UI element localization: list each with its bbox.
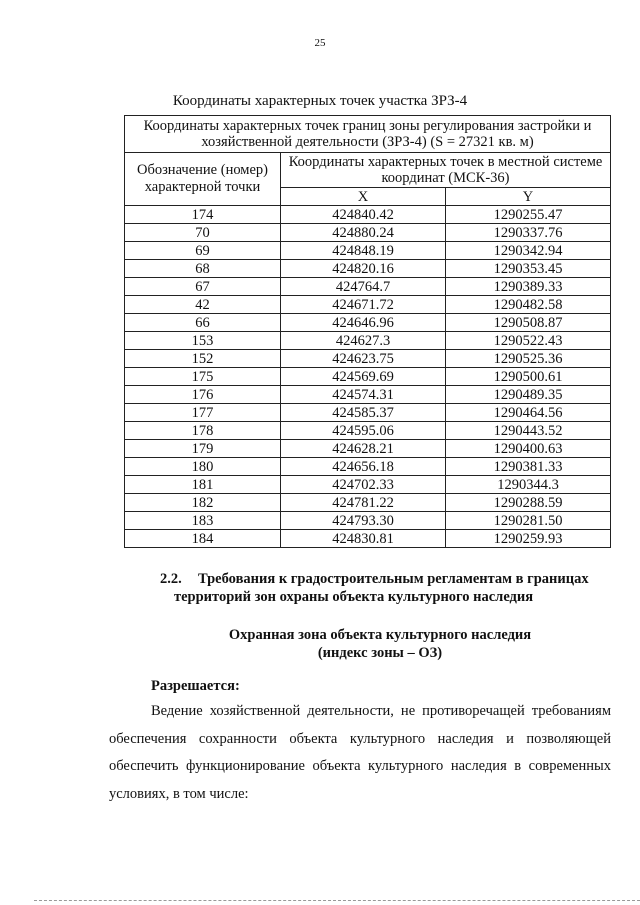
- cell-y: 1290400.63: [446, 440, 611, 458]
- page-bottom-line: [34, 900, 640, 901]
- cell-x: 424628.21: [281, 440, 446, 458]
- table-row: [125, 224, 611, 242]
- table-title: Координаты характерных точек участка ЗРЗ-4: [172, 93, 468, 109]
- cell-point-number: 69: [125, 242, 281, 260]
- section-title-line2: территорий зон охраны объекта культурного наследия: [174, 589, 534, 605]
- cell-point-number: 180: [125, 458, 281, 476]
- table-row: [125, 206, 611, 224]
- cell-x: 424820.16: [281, 260, 446, 278]
- cell-point-number: 66: [125, 314, 281, 332]
- allowed-label: Разрешается:: [151, 678, 240, 694]
- table-row: [125, 440, 611, 458]
- coordinates-table: [124, 115, 611, 548]
- cell-point-number: 176: [125, 386, 281, 404]
- cell-x: 424627.3: [281, 332, 446, 350]
- section-number: 2.2.: [160, 571, 182, 587]
- page-number: 25: [314, 37, 326, 49]
- table-row: [125, 332, 611, 350]
- cell-y: 1290353.45: [446, 260, 611, 278]
- cell-x: 424830.81: [281, 530, 446, 548]
- cell-x: 424764.7: [281, 278, 446, 296]
- cell-y: 1290381.33: [446, 458, 611, 476]
- table-header-main: Координаты характерных точек границ зоны регулирования застройки и хозяйственной деятельности (ЗРЗ-4) (S = 27321 кв. м): [125, 116, 611, 153]
- body-paragraph: [109, 698, 611, 808]
- table-row: [125, 260, 611, 278]
- table-row: [125, 530, 611, 548]
- cell-x: 424569.69: [281, 368, 446, 386]
- cell-y: 1290464.56: [446, 404, 611, 422]
- cell-y: 1290255.47: [446, 206, 611, 224]
- cell-point-number: 175: [125, 368, 281, 386]
- cell-point-number: 182: [125, 494, 281, 512]
- section-heading: [160, 570, 620, 606]
- cell-x: 424574.31: [281, 386, 446, 404]
- cell-point-number: 152: [125, 350, 281, 368]
- table-row: [125, 404, 611, 422]
- table-header-row: [125, 116, 611, 153]
- cell-y: 1290489.35: [446, 386, 611, 404]
- cell-x: 424646.96: [281, 314, 446, 332]
- table-row: [125, 512, 611, 530]
- zone-title-line1: Охранная зона объекта культурного наследия: [228, 627, 532, 643]
- table-row: [125, 494, 611, 512]
- cell-y: 1290288.59: [446, 494, 611, 512]
- table-row: [125, 476, 611, 494]
- cell-x: 424880.24: [281, 224, 446, 242]
- column-header-x: X: [281, 188, 446, 206]
- table-row: [125, 368, 611, 386]
- cell-y: 1290482.58: [446, 296, 611, 314]
- paragraph-text: Ведение хозяйственной деятельности, не противоречащей требованиям обеспечения сохранности объекта культурного наследия и позволяющей обеспечить функционирование объекта культурного наследия в современных условиях, в том числе:: [109, 703, 611, 802]
- cell-y: 1290344.3: [446, 476, 611, 494]
- cell-x: 424585.37: [281, 404, 446, 422]
- cell-y: 1290342.94: [446, 242, 611, 260]
- section-title-line1: Требования к градостроительным регламентам в границах: [198, 571, 589, 587]
- cell-x: 424793.30: [281, 512, 446, 530]
- cell-y: 1290389.33: [446, 278, 611, 296]
- cell-point-number: 42: [125, 296, 281, 314]
- cell-y: 1290508.87: [446, 314, 611, 332]
- cell-point-number: 67: [125, 278, 281, 296]
- column-header-point: Обозначение (номер) характерной точки: [125, 153, 281, 206]
- cell-x: 424702.33: [281, 476, 446, 494]
- table-row: [125, 386, 611, 404]
- cell-x: 424840.42: [281, 206, 446, 224]
- cell-y: 1290281.50: [446, 512, 611, 530]
- table-header-row: [125, 153, 611, 188]
- cell-x: 424781.22: [281, 494, 446, 512]
- cell-point-number: 174: [125, 206, 281, 224]
- table-row: [125, 350, 611, 368]
- table-row: [125, 296, 611, 314]
- table-row: [125, 242, 611, 260]
- cell-point-number: 153: [125, 332, 281, 350]
- cell-point-number: 183: [125, 512, 281, 530]
- cell-point-number: 68: [125, 260, 281, 278]
- cell-point-number: 70: [125, 224, 281, 242]
- table-row: [125, 422, 611, 440]
- cell-y: 1290443.52: [446, 422, 611, 440]
- cell-y: 1290522.43: [446, 332, 611, 350]
- cell-y: 1290525.36: [446, 350, 611, 368]
- cell-x: 424623.75: [281, 350, 446, 368]
- cell-y: 1290259.93: [446, 530, 611, 548]
- table-row: [125, 278, 611, 296]
- table-row: [125, 314, 611, 332]
- table-row: [125, 458, 611, 476]
- column-header-y: Y: [446, 188, 611, 206]
- cell-point-number: 181: [125, 476, 281, 494]
- cell-x: 424595.06: [281, 422, 446, 440]
- cell-x: 424656.18: [281, 458, 446, 476]
- zone-title-line2: (индекс зоны – ОЗ): [317, 645, 443, 661]
- cell-y: 1290500.61: [446, 368, 611, 386]
- zone-heading: [150, 626, 610, 662]
- cell-point-number: 179: [125, 440, 281, 458]
- cell-point-number: 177: [125, 404, 281, 422]
- column-header-coordinates: Координаты характерных точек в местной системе координат (МСК-36): [281, 153, 611, 188]
- cell-x: 424671.72: [281, 296, 446, 314]
- cell-point-number: 178: [125, 422, 281, 440]
- cell-y: 1290337.76: [446, 224, 611, 242]
- cell-x: 424848.19: [281, 242, 446, 260]
- cell-point-number: 184: [125, 530, 281, 548]
